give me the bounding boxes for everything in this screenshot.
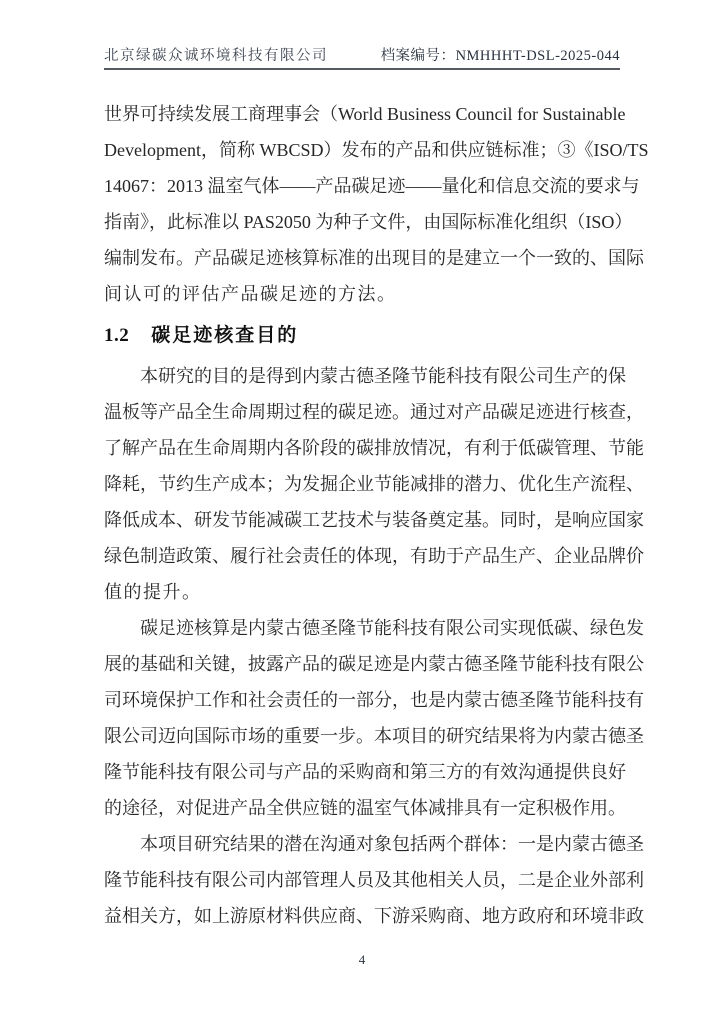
paragraph-line: 本研究的目的是得到内蒙古德圣隆节能科技有限公司生产的保 [140,366,626,386]
paragraph-line: 展的基础和关键，披露产品的碳足迹是内蒙古德圣隆节能科技有限公 [104,654,644,674]
paragraph-line: 限公司迈向国际市场的重要一步。本项目的研究结果将为内蒙古德圣 [104,726,644,746]
header-doc-number [381,46,620,66]
paragraph-line: 隆节能科技有限公司内部管理人员及其他相关人员，二是企业外部利 [104,870,644,890]
document-body [104,96,649,934]
paragraph-line: 的途径，对促进产品全供应链的温室气体减排具有一定积极作用。 [104,798,626,818]
paragraph-line: 间认可的评估产品碳足迹的方法。 [104,284,397,304]
section-title: 碳足迹核查目的 [151,325,299,346]
paragraph-line: 绿色制造政策、履行社会责任的体现，有助于产品生产、企业品牌价 [104,546,644,566]
paragraph-standards [104,96,649,312]
paragraph-line: 司环境保护工作和社会责任的一部分，也是内蒙古德圣隆节能科技有 [104,690,644,710]
paragraph-line: 值的提升。 [104,582,202,602]
paragraph-line: Development，简称 WBCSD）发布的产品和供应链标准；③《ISO/TS [104,140,649,160]
page-number: 4 [358,952,366,967]
paragraph-purpose [104,358,644,610]
doc-number-value: NMHHHT-DSL-2025-044 [455,48,620,64]
paragraph-line: 隆节能科技有限公司与产品的采购商和第三方的有效沟通提供良好 [104,762,626,782]
paragraph-line: 温板等产品全生命周期过程的碳足迹。通过对产品碳足迹进行核查， [104,402,644,422]
paragraph-line: 降耗，节约生产成本；为发掘企业节能减排的潜力、优化生产流程、 [104,474,644,494]
paragraph-accounting [104,610,644,826]
paragraph-line: 了解产品在生命周期内各阶段的碳排放情况，有利于低碳管理、节能 [104,438,644,458]
paragraph-line: 碳足迹核算是内蒙古德圣隆节能科技有限公司实现低碳、绿色发 [140,618,644,638]
paragraph-communication [104,826,644,934]
page-header [104,46,620,70]
paragraph-line: 编制发布。产品碳足迹核算标准的出现目的是建立一个一致的、国际 [104,248,644,268]
paragraph-line: 世界可持续发展工商理事会（World Business Council for Sustainable [104,104,626,124]
paragraph-line: 14067：2013 温室气体——产品碳足迹——量化和信息交流的要求与 [104,176,640,196]
paragraph-line: 指南》，此标准以 PAS2050 为种子文件，由国际标准化组织（ISO） [104,212,633,232]
paragraph-line: 本项目研究结果的潜在沟通对象包括两个群体：一是内蒙古德圣 [140,834,644,854]
paragraph-line: 降低成本、研发节能减碳工艺技术与装备奠定基。同时，是响应国家 [104,510,644,530]
page-footer [0,952,724,968]
header-company-name: 北京绿碳众诚环境科技有限公司 [104,48,328,64]
paragraph-line: 益相关方，如上游原材料供应商、下游采购商、地方政府和环境非政 [104,906,644,926]
section-number: 1.2 [104,325,130,346]
section-heading-1-2 [104,318,620,354]
doc-number-label: 档案编号： [380,48,456,64]
